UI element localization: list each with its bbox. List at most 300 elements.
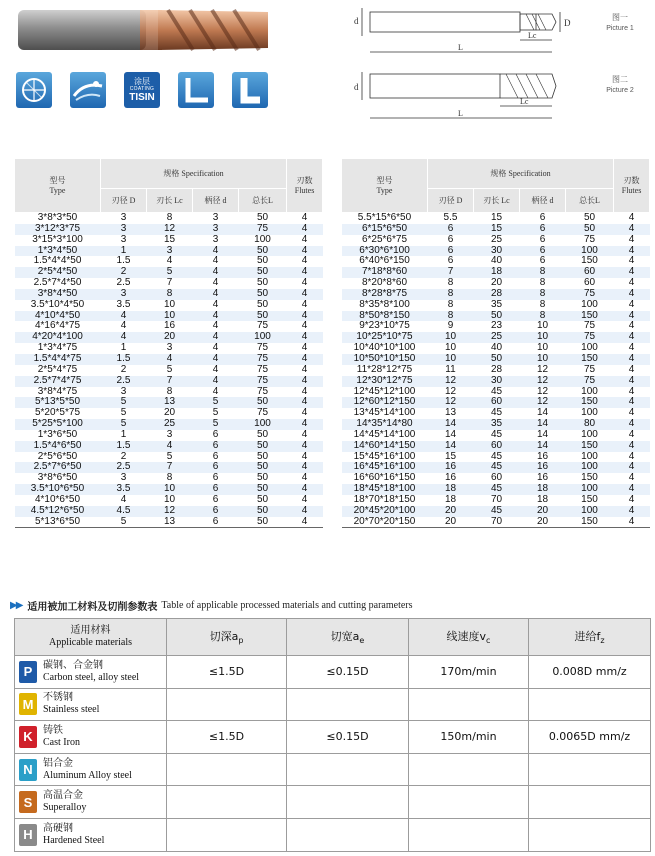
material-cell: [15, 786, 167, 819]
total-length-cell: 150: [566, 517, 614, 528]
flutes-cell: 4: [614, 387, 650, 398]
type-cell: 18*70*18*150: [342, 495, 428, 506]
material-cell: [15, 818, 167, 851]
flutes-cell: 4: [287, 441, 323, 452]
shank-diameter-cell: 6: [520, 224, 566, 235]
blade-length-cell: 40: [474, 256, 520, 267]
flutes-cell: 4: [287, 224, 323, 235]
blade-diameter-cell: 1: [101, 246, 147, 257]
type-cell: 3*12*3*75: [15, 224, 101, 235]
table-row: [342, 343, 650, 354]
blade-length-cell: 40: [474, 343, 520, 354]
corner-angle-icon: [178, 72, 214, 108]
table-row: [15, 365, 323, 376]
blade-diameter-cell: 4: [101, 311, 147, 322]
blade-diameter-cell: 3: [101, 473, 147, 484]
material-badge: K: [19, 726, 37, 748]
section-heading: [10, 598, 413, 613]
flutes-cell: 4: [614, 365, 650, 376]
type-cell: 1*3*6*50: [15, 430, 101, 441]
flutes-cell: 4: [614, 506, 650, 517]
type-header: 型号 Type: [15, 159, 101, 213]
type-cell: 6*25*6*75: [342, 235, 428, 246]
material-name-cn: 碳钢、合金钢: [43, 659, 103, 671]
section-title-en: Table of applicable processed materials and cutting parameters: [161, 600, 413, 611]
blade-length-cell: 8: [147, 387, 193, 398]
shank-diameter-cell: 4: [193, 376, 239, 387]
blade-diameter-cell: 2.5: [101, 376, 147, 387]
total-length-cell: 150: [566, 397, 614, 408]
type-cell: 5*20*5*75: [15, 408, 101, 419]
flutes-cell: 4: [287, 397, 323, 408]
ball-end-icon: [16, 72, 52, 108]
length-header: 总长L: [566, 189, 614, 213]
material-row: [15, 688, 651, 721]
shank-diameter-cell: 4: [193, 321, 239, 332]
material-name-en: Carbon steel, alloy steel: [43, 671, 140, 683]
blade-length-cell: 15: [474, 224, 520, 235]
speed-cell: [409, 786, 529, 819]
flutes-cell: 4: [287, 376, 323, 387]
blade-diameter-cell: 2: [101, 267, 147, 278]
type-cell: 11*28*12*75: [342, 365, 428, 376]
pic1-label-d: d: [354, 16, 359, 26]
blade-diameter-cell: 20: [428, 517, 474, 528]
material-row: [15, 786, 651, 819]
shank-diameter-cell: 6: [520, 213, 566, 224]
blade-diameter-cell: 14: [428, 430, 474, 441]
width-cell: ≤0.15D: [287, 656, 409, 689]
blade-diameter-cell: 4: [101, 495, 147, 506]
blade-length-cell: 3: [147, 430, 193, 441]
table-row: [15, 300, 323, 311]
blade-diameter-cell: 1.5: [101, 441, 147, 452]
blade-length-cell: 70: [474, 517, 520, 528]
shank-diameter-cell: 6: [193, 473, 239, 484]
table-row: [342, 408, 650, 419]
flutes-cell: 4: [287, 300, 323, 311]
flutes-cell: 4: [287, 256, 323, 267]
total-length-cell: 100: [566, 343, 614, 354]
type-cell: 16*45*16*100: [342, 462, 428, 473]
total-length-cell: 50: [239, 246, 287, 257]
blade-length-cell: 7: [147, 462, 193, 473]
flutes-cell: 4: [614, 430, 650, 441]
shank-diameter-cell: 8: [520, 311, 566, 322]
blade-length-cell: 35: [474, 300, 520, 311]
flutes-cell: 4: [287, 235, 323, 246]
flutes-cell: 4: [614, 289, 650, 300]
blade-length-cell: 8: [147, 213, 193, 224]
table-row: [15, 376, 323, 387]
blade-length-cell: 8: [147, 473, 193, 484]
blade-length-cell: 8: [147, 289, 193, 300]
shank-diameter-cell: 8: [520, 300, 566, 311]
flutes-cell: 4: [287, 430, 323, 441]
flutes-cell: 4: [614, 311, 650, 322]
total-length-cell: 75: [239, 224, 287, 235]
blade-diameter-cell: 3.5: [101, 484, 147, 495]
material-name-en: Cast Iron: [43, 736, 80, 748]
feed-cell: 0.008D mm/z: [529, 656, 651, 689]
blade-diameter-cell: 3: [101, 289, 147, 300]
shank-diameter-cell: 6: [193, 484, 239, 495]
blade-length-cell: 30: [474, 376, 520, 387]
blade-diameter-cell: 2: [101, 452, 147, 463]
table-row: [15, 387, 323, 398]
material-name-en: Stainless steel: [43, 704, 100, 716]
table-row: [342, 484, 650, 495]
type-cell: 12*45*12*100: [342, 387, 428, 398]
blade-length-cell: 4: [147, 441, 193, 452]
total-length-cell: 60: [566, 278, 614, 289]
blade-diameter-cell: 8: [428, 289, 474, 300]
table-row: [342, 289, 650, 300]
blade-length-cell: 28: [474, 289, 520, 300]
blade-diameter-cell: 14: [428, 441, 474, 452]
material-name-en: Superalloy: [43, 802, 87, 814]
table-row: [15, 289, 323, 300]
width-cell: [287, 753, 409, 786]
blade-diameter-cell: 3: [101, 224, 147, 235]
depth-cell: [167, 688, 287, 721]
table-row: [342, 332, 650, 343]
flutes-cell: 4: [287, 473, 323, 484]
blade-diameter-cell: 4: [101, 321, 147, 332]
table-row: [15, 484, 323, 495]
material-row: [15, 656, 651, 689]
type-cell: 8*35*8*100: [342, 300, 428, 311]
blade-diameter-cell: 18: [428, 484, 474, 495]
blade-length-cell: 3: [147, 343, 193, 354]
blade-diameter-cell: 3: [101, 387, 147, 398]
shank-diameter-cell: 4: [193, 256, 239, 267]
type-cell: 12*30*12*75: [342, 376, 428, 387]
material-badge: H: [19, 824, 37, 846]
material-badge: P: [19, 661, 37, 683]
blade-diameter-cell: 1: [101, 343, 147, 354]
table-row: [15, 441, 323, 452]
pic2-en: Picture 2: [606, 87, 634, 94]
feed-cell: [529, 818, 651, 851]
flutes-cell: 4: [614, 397, 650, 408]
depth-header: 切深$a_p$: [167, 619, 287, 656]
total-length-cell: 75: [239, 343, 287, 354]
blade-length-cell: 20: [147, 408, 193, 419]
flutes-cell: 4: [287, 354, 323, 365]
blade-length-cell: 23: [474, 321, 520, 332]
type-cell: 3*8*3*50: [15, 213, 101, 224]
blade-diameter-cell: 2.5: [101, 462, 147, 473]
lc-header: 刃长 Lc: [474, 189, 520, 213]
table-row: [342, 278, 650, 289]
type-cell: 2*5*6*50: [15, 452, 101, 463]
materials-table-body: [15, 656, 651, 852]
total-length-cell: 150: [566, 473, 614, 484]
shank-diameter-cell: 6: [520, 256, 566, 267]
total-length-cell: 75: [566, 365, 614, 376]
material-badge: M: [19, 693, 37, 715]
blade-diameter-cell: 10: [428, 343, 474, 354]
shank-diameter-cell: 10: [520, 343, 566, 354]
flutes-cell: 4: [614, 419, 650, 430]
table-row: [342, 256, 650, 267]
blade-length-cell: 20: [147, 332, 193, 343]
total-length-cell: 100: [566, 246, 614, 257]
table-row: [342, 495, 650, 506]
blade-length-cell: 4: [147, 354, 193, 365]
blade-diameter-cell: 20: [428, 506, 474, 517]
blade-length-cell: 20: [474, 278, 520, 289]
type-cell: 4*10*6*50: [15, 495, 101, 506]
total-length-cell: 50: [239, 267, 287, 278]
shank-diameter-cell: 10: [520, 332, 566, 343]
type-cell: 2*5*4*75: [15, 365, 101, 376]
flutes-cell: 4: [287, 289, 323, 300]
blade-length-cell: 12: [147, 224, 193, 235]
width-cell: [287, 786, 409, 819]
blade-diameter-cell: 6: [428, 246, 474, 257]
material-row: [15, 818, 651, 851]
total-length-cell: 150: [566, 441, 614, 452]
table-row: [15, 311, 323, 322]
total-length-cell: 75: [566, 332, 614, 343]
type-cell: 14*60*14*150: [342, 441, 428, 452]
shank-header: 柄径 d: [193, 189, 239, 213]
lc-header: 刃长 Lc: [147, 189, 193, 213]
depth-cell: [167, 818, 287, 851]
total-length-cell: 50: [239, 300, 287, 311]
flutes-cell: 4: [287, 278, 323, 289]
flutes-cell: 4: [287, 311, 323, 322]
total-length-cell: 100: [566, 506, 614, 517]
shank-diameter-cell: 3: [193, 224, 239, 235]
table-row: [342, 419, 650, 430]
flutes-cell: 4: [614, 256, 650, 267]
table-row: [342, 376, 650, 387]
total-length-cell: 75: [239, 408, 287, 419]
flutes-cell: 4: [614, 408, 650, 419]
table-row: [15, 452, 323, 463]
speed-header: 线速度$v_c$: [409, 619, 529, 656]
flutes-cell: 4: [287, 462, 323, 473]
double-arrow-icon: ▶▶: [10, 600, 22, 611]
shank-diameter-cell: 4: [193, 332, 239, 343]
blade-diameter-cell: 5: [101, 408, 147, 419]
total-length-cell: 50: [239, 452, 287, 463]
blade-length-cell: 15: [474, 213, 520, 224]
speed-cell: [409, 688, 529, 721]
blade-diameter-cell: 11: [428, 365, 474, 376]
table-row: [15, 408, 323, 419]
table-row: [15, 462, 323, 473]
blade-length-cell: 60: [474, 397, 520, 408]
flutes-cell: 4: [287, 365, 323, 376]
flutes-cell: 4: [614, 267, 650, 278]
table-row: [15, 321, 323, 332]
table-row: [15, 506, 323, 517]
blade-length-cell: 15: [147, 235, 193, 246]
shank-diameter-cell: 4: [193, 300, 239, 311]
shank-diameter-cell: 3: [193, 213, 239, 224]
flutes-cell: 4: [287, 387, 323, 398]
table-row: [15, 267, 323, 278]
blade-diameter-cell: 3: [101, 235, 147, 246]
shank-diameter-cell: 4: [193, 267, 239, 278]
total-length-cell: 60: [566, 267, 614, 278]
blade-length-cell: 10: [147, 311, 193, 322]
d-header: 刃径 D: [428, 189, 474, 213]
shank-diameter-cell: 5: [193, 419, 239, 430]
total-length-cell: 75: [239, 365, 287, 376]
material-cell: [15, 688, 167, 721]
shank-diameter-cell: 14: [520, 441, 566, 452]
total-length-cell: 50: [239, 289, 287, 300]
spec-table-right-body: [342, 213, 650, 528]
pic1-label-Lc: Lc: [528, 31, 537, 40]
shank-diameter-cell: 8: [520, 278, 566, 289]
table-row: [15, 495, 323, 506]
table-row: [342, 387, 650, 398]
shank-header: 柄径 d: [520, 189, 566, 213]
flutes-cell: 4: [287, 267, 323, 278]
type-cell: 3*15*3*100: [15, 235, 101, 246]
type-cell: 10*40*10*100: [342, 343, 428, 354]
technical-drawings: [330, 0, 650, 130]
table-row: [15, 473, 323, 484]
shank-diameter-cell: 16: [520, 462, 566, 473]
shank-diameter-cell: 4: [193, 365, 239, 376]
flutes-cell: 4: [287, 484, 323, 495]
blade-length-cell: 18: [474, 267, 520, 278]
blade-diameter-cell: 3.5: [101, 300, 147, 311]
blade-diameter-cell: 9: [428, 321, 474, 332]
table-row: [15, 256, 323, 267]
shank-diameter-cell: 6: [520, 246, 566, 257]
type-cell: 12*60*12*150: [342, 397, 428, 408]
shank-diameter-cell: 18: [520, 484, 566, 495]
blade-length-cell: 25: [474, 235, 520, 246]
coating-name: TISIN: [129, 91, 155, 103]
shank-diameter-cell: 3: [193, 235, 239, 246]
total-length-cell: 100: [566, 408, 614, 419]
table-row: [342, 300, 650, 311]
flutes-cell: 4: [614, 354, 650, 365]
blade-diameter-cell: 2: [101, 365, 147, 376]
flutes-cell: 4: [614, 343, 650, 354]
total-length-cell: 150: [566, 354, 614, 365]
flutes-cell: 4: [287, 495, 323, 506]
width-cell: ≤0.15D: [287, 721, 409, 754]
shank-diameter-cell: 4: [193, 289, 239, 300]
flutes-cell: 4: [614, 300, 650, 311]
blade-length-cell: 25: [147, 419, 193, 430]
flutes-cell: 4: [614, 321, 650, 332]
type-cell: 5.5*15*6*50: [342, 213, 428, 224]
blade-diameter-cell: 3: [101, 213, 147, 224]
flutes-cell: 4: [287, 343, 323, 354]
spec-table-right: [341, 158, 650, 528]
blade-length-cell: 3: [147, 246, 193, 257]
flutes-cell: 4: [614, 235, 650, 246]
shank-diameter-cell: 6: [193, 495, 239, 506]
blade-length-cell: 4: [147, 256, 193, 267]
type-cell: 3*8*4*50: [15, 289, 101, 300]
blade-length-cell: 7: [147, 278, 193, 289]
total-length-cell: 50: [239, 484, 287, 495]
blade-length-cell: 45: [474, 452, 520, 463]
blade-length-cell: 13: [147, 517, 193, 528]
shank-diameter-cell: 4: [193, 387, 239, 398]
table-row: [342, 365, 650, 376]
table-row: [15, 332, 323, 343]
flutes-cell: 4: [614, 473, 650, 484]
chip-flow-icon: [70, 72, 106, 108]
shank-diameter-cell: 6: [193, 517, 239, 528]
flutes-cell: 4: [287, 506, 323, 517]
type-cell: 13*45*14*100: [342, 408, 428, 419]
table-row: [342, 452, 650, 463]
shank-diameter-cell: 14: [520, 430, 566, 441]
material-name-cn: 铸铁: [43, 724, 63, 736]
shank-diameter-cell: 6: [193, 441, 239, 452]
blade-diameter-cell: 4.5: [101, 506, 147, 517]
type-cell: 4*16*4*75: [15, 321, 101, 332]
shank-diameter-cell: 4: [193, 343, 239, 354]
flutes-header: 刃数 Flutes: [287, 159, 323, 213]
type-cell: 4*10*4*50: [15, 311, 101, 322]
square-end-icon: [232, 72, 268, 108]
total-length-cell: 150: [566, 311, 614, 322]
blade-diameter-cell: 1: [101, 430, 147, 441]
pic2-label-Lc: Lc: [520, 97, 529, 106]
d-header: 刃径 D: [101, 189, 147, 213]
material-header: 适用材料 Applicable materials: [15, 619, 167, 656]
flutes-cell: 4: [614, 332, 650, 343]
total-length-cell: 150: [566, 495, 614, 506]
shank-diameter-cell: 14: [520, 408, 566, 419]
shank-diameter-cell: 16: [520, 473, 566, 484]
shank-diameter-cell: 12: [520, 376, 566, 387]
flutes-cell: 4: [287, 246, 323, 257]
pic1-en: Picture 1: [606, 25, 634, 32]
blade-diameter-cell: 4: [101, 332, 147, 343]
total-length-cell: 75: [566, 235, 614, 246]
pic1-label-D: D: [564, 18, 571, 28]
shank-diameter-cell: 18: [520, 495, 566, 506]
total-length-cell: 75: [239, 387, 287, 398]
table-row: [342, 267, 650, 278]
blade-length-cell: 5: [147, 365, 193, 376]
flutes-cell: 4: [287, 452, 323, 463]
shank-diameter-cell: 4: [193, 278, 239, 289]
table-row: [342, 473, 650, 484]
pic2-cn: 图二: [612, 75, 628, 84]
material-row: [15, 721, 651, 754]
table-row: [15, 213, 323, 224]
type-cell: 2.5*7*6*50: [15, 462, 101, 473]
total-length-cell: 50: [239, 473, 287, 484]
type-cell: 4.5*12*6*50: [15, 506, 101, 517]
table-row: [15, 278, 323, 289]
pic1-cn: 图一: [612, 13, 628, 22]
total-length-cell: 50: [239, 517, 287, 528]
type-cell: 18*45*18*100: [342, 484, 428, 495]
blade-length-cell: 12: [147, 506, 193, 517]
blade-diameter-cell: 15: [428, 452, 474, 463]
shank-diameter-cell: 4: [193, 311, 239, 322]
shank-diameter-cell: 6: [193, 462, 239, 473]
